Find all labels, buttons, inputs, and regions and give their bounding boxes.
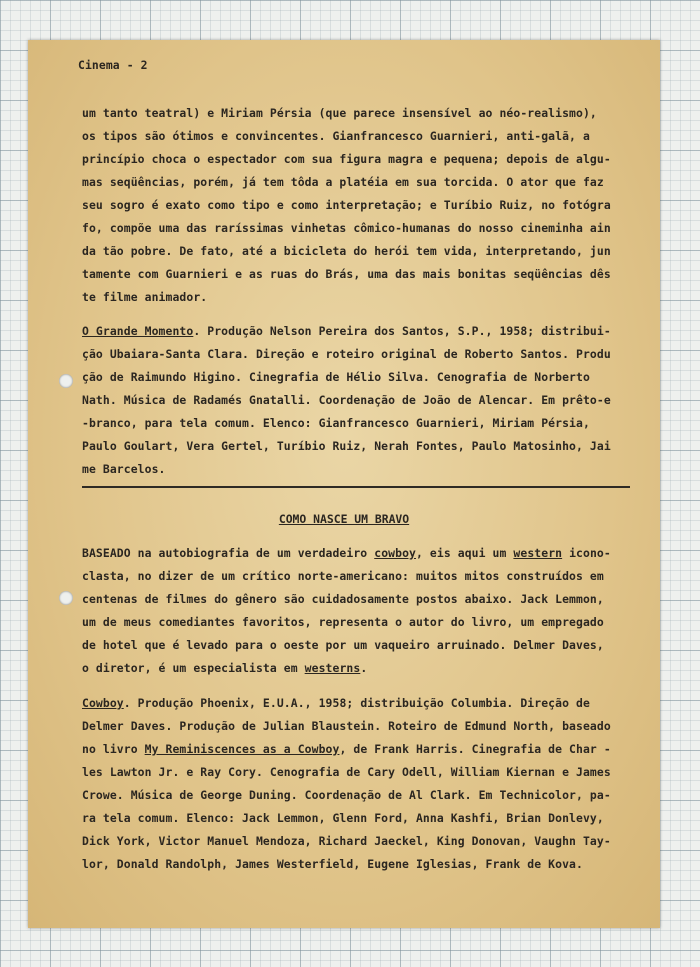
text-line: centenas de filmes do gênero são cuidadosamente postos abaixo. Jack Lemmon, xyxy=(82,592,604,606)
text-line: clasta, no dizer de um crítico norte-americano: muitos mitos construídos em xyxy=(82,569,604,583)
text-line: tamente com Guarnieri e as ruas do Brás, uma das mais bonitas seqüências dês xyxy=(82,267,611,281)
text-line: um de meus comediantes favoritos, representa o autor do livro, um empregado xyxy=(82,615,604,629)
section-divider xyxy=(82,486,630,488)
text-line: o diretor, é um especialista em westerns. xyxy=(82,661,368,675)
text-line: um tanto teatral) e Miriam Pérsia (que parece insensível ao néo-realismo), xyxy=(82,106,597,120)
credits-line: ra tela comum. Elenco: Jack Lemmon, Glenn Ford, Anna Kashfi, Brian Donlevy, xyxy=(82,811,604,825)
credits-line: lor, Donald Randolph, James Westerfield, Eugene Iglesias, Frank de Kova. xyxy=(82,857,583,871)
text-line: de hotel que é levado para o oeste por um vaqueiro arruinado. Delmer Daves, xyxy=(82,638,604,652)
text-line: mas seqüências, porém, já tem tôda a platéia em sua torcida. O ator que faz xyxy=(82,175,604,189)
film-title: Cowboy xyxy=(82,696,124,710)
section-title: COMO NASCE UM BRAVO xyxy=(278,512,410,526)
credits-line: Dick York, Victor Manuel Mendoza, Richard Jaeckel, King Donovan, Vaughn Tay- xyxy=(82,834,611,848)
credits-line: Nath. Música de Radamés Gnatalli. Coordenação de João de Alencar. Em prêto-e xyxy=(82,393,611,407)
text-line: fo, compõe uma das raríssimas vinhetas cômico-humanas do nosso cineminha ain xyxy=(82,221,611,235)
text-line: os tipos são ótimos e convincentes. Gianfrancesco Guarnieri, anti-galã, a xyxy=(82,129,590,143)
credits-line: O Grande Momento. Produção Nelson Pereira dos Santos, S.P., 1958; distribui- xyxy=(82,324,611,338)
credits-line: ção Ubaiara-Santa Clara. Direção e roteiro original de Roberto Santos. Produ xyxy=(82,347,611,361)
film-title: O Grande Momento xyxy=(82,324,194,338)
credits-line: -branco, para tela comum. Elenco: Gianfrancesco Guarnieri, Miriam Pérsia, xyxy=(82,416,590,430)
credits-line: no livro My Reminiscences as a Cowboy, de Frank Harris. Cinegrafia de Char - xyxy=(82,742,611,756)
text-line: seu sogro é exato como tipo e como interpretação; e Turíbio Ruiz, no fotógra xyxy=(82,198,611,212)
credits-line: Paulo Goulart, Vera Gertel, Turíbio Ruiz, Nerah Fontes, Paulo Matosinho, Jai xyxy=(82,439,611,453)
book-title: My Reminiscences as a Cowboy xyxy=(144,742,340,756)
punch-hole-bottom xyxy=(59,591,73,605)
credits-line: me Barcelos. xyxy=(82,462,166,476)
typed-page xyxy=(28,40,660,928)
text-line: BASEADO na autobiografia de um verdadeiro cowboy, eis aqui um western icono- xyxy=(82,546,611,560)
credits-line: Crowe. Música de George Duning. Coordenação de Al Clark. Em Technicolor, pa- xyxy=(82,788,611,802)
text-line: da tão pobre. De fato, até a bicicleta do herói tem vida, interpretando, jun xyxy=(82,244,611,258)
page-header: Cinema - 2 xyxy=(78,58,148,72)
credits-line: Cowboy. Produção Phoenix, E.U.A., 1958; distribuição Columbia. Direção de xyxy=(82,696,590,710)
credits-line: les Lawton Jr. e Ray Cory. Cenografia de Cary Odell, William Kiernan e James xyxy=(82,765,611,779)
credits-line: Delmer Daves. Produção de Julian Blaustein. Roteiro de Edmund North, baseado xyxy=(82,719,611,733)
credits-line: ção de Raimundo Higino. Cinegrafia de Hélio Silva. Cenografia de Norberto xyxy=(82,370,590,384)
text-line: te filme animador. xyxy=(82,290,208,304)
text-line: princípio choca o espectador com sua figura magra e pequena; depois de algu- xyxy=(82,152,611,166)
punch-hole-top xyxy=(59,374,73,388)
